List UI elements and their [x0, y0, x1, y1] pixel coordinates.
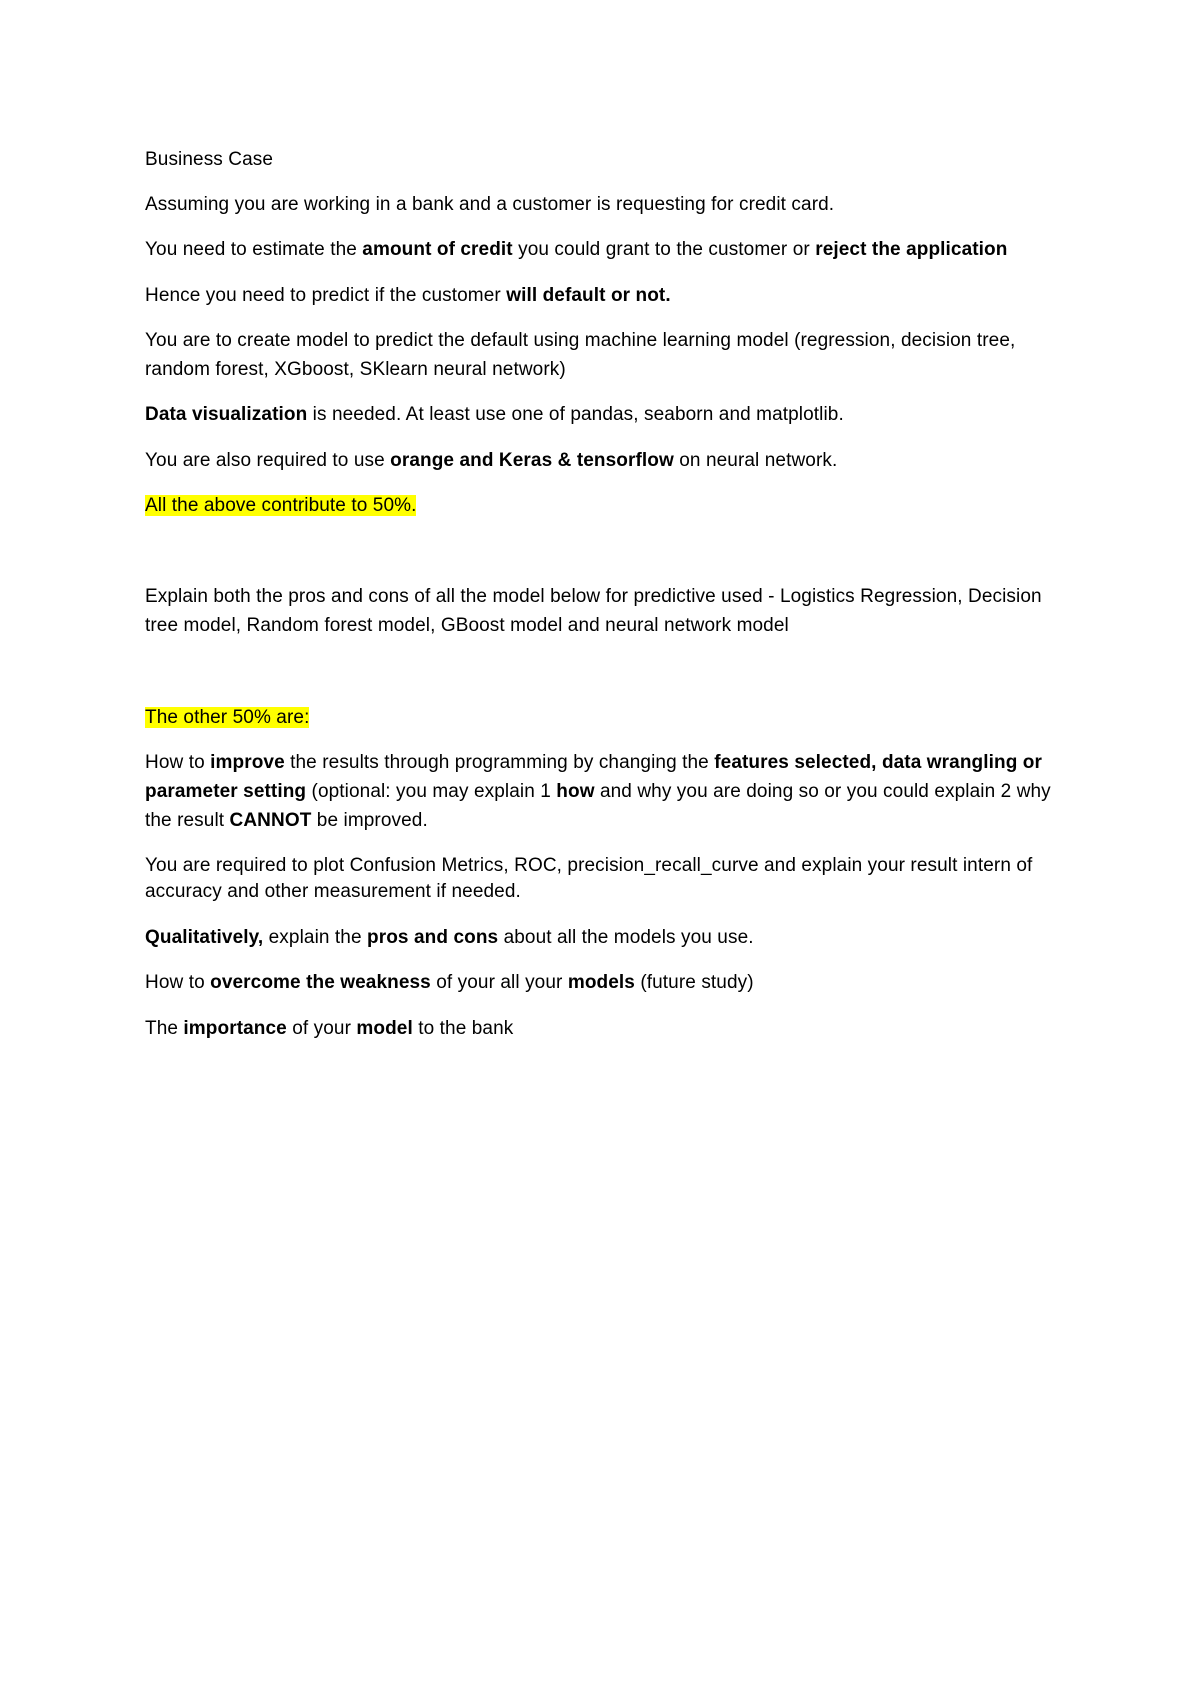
bold-text: importance	[183, 1018, 287, 1039]
text-run: of your	[286, 1018, 357, 1039]
text-run: How to	[145, 972, 211, 993]
text-run: Explain both the pros and cons of all the model below for predictive used - Logistics Regression, Decision tree model, Random forest model, GBoost model and neural network model	[145, 586, 1042, 636]
paragraph-plot-metrics	[145, 853, 1075, 905]
text-run: be improved.	[311, 810, 428, 831]
text-run: of your all your	[430, 972, 568, 993]
paragraph-data-visualization	[145, 400, 1075, 429]
text-run: Business Case	[145, 149, 274, 170]
bold-text: will default or not.	[506, 285, 671, 306]
paragraph-assumption	[145, 190, 1075, 219]
paragraph-title	[145, 145, 1075, 174]
paragraph-other-50	[145, 703, 1075, 732]
paragraph-contribute-50	[145, 491, 1075, 520]
text-run: You need to estimate the	[145, 239, 363, 260]
text-run: How to	[145, 752, 211, 773]
text-run: explain the	[263, 927, 368, 948]
text-run: You are required to plot Confusion Metrics, ROC, precision_recall_curve and explain your result intern of accuracy and other measurement if needed.	[145, 855, 1033, 902]
text-run: Hence you need to predict if the customer	[145, 285, 507, 306]
bold-text: model	[356, 1018, 413, 1039]
bold-text: amount of credit	[362, 239, 513, 260]
text-run: and why you are doing so or you could explain 2 why the result	[145, 781, 1051, 831]
text-run: (future study)	[634, 972, 754, 993]
paragraph-create-model	[145, 326, 1075, 384]
bold-text: pros and cons	[367, 927, 499, 948]
bold-text: Qualitatively,	[145, 927, 264, 948]
text-run: Assuming you are working in a bank and a customer is requesting for credit card.	[145, 194, 835, 215]
text-run: the results through programming by changing the	[284, 752, 715, 773]
paragraph-improve-results	[145, 748, 1075, 835]
text-run: is needed. At least use one of pandas, seaborn and matplotlib.	[307, 404, 844, 425]
text-run: You are also required to use	[145, 450, 391, 471]
text-run: The	[145, 1018, 184, 1039]
bold-text: CANNOT	[229, 810, 312, 831]
text-run: to the bank	[412, 1018, 514, 1039]
text-run: on neural network.	[673, 450, 838, 471]
bold-text: Data visualization	[145, 404, 308, 425]
paragraph-predict-default	[145, 281, 1075, 310]
bold-text: improve	[210, 752, 285, 773]
bold-text: how	[556, 781, 595, 802]
bold-text: features selected, data wrangling or parameter setting	[145, 752, 1042, 802]
paragraph-estimate-credit	[145, 235, 1075, 264]
paragraph-qualitatively	[145, 923, 1075, 952]
bold-text: orange and Keras & tensorflow	[390, 450, 674, 471]
highlighted-text: The other 50% are:	[145, 707, 310, 728]
bold-text: reject the application	[815, 239, 1008, 260]
text-run: (optional: you may explain 1	[306, 781, 557, 802]
text-run: you could grant to the customer or	[512, 239, 816, 260]
paragraph-explain-pros-cons	[145, 582, 1075, 640]
text-run: about all the models you use.	[498, 927, 754, 948]
highlighted-text: All the above contribute to 50%.	[145, 495, 417, 516]
paragraph-overcome-weakness	[145, 968, 1075, 997]
bold-text: models	[567, 972, 635, 993]
paragraph-orange-keras	[145, 446, 1075, 475]
text-run: You are to create model to predict the default using machine learning model (regression, decision tree, random forest, XGboost, SKlearn neural network)	[145, 330, 1016, 380]
bold-text: overcome the weakness	[210, 972, 431, 993]
paragraph-importance	[145, 1014, 1075, 1043]
